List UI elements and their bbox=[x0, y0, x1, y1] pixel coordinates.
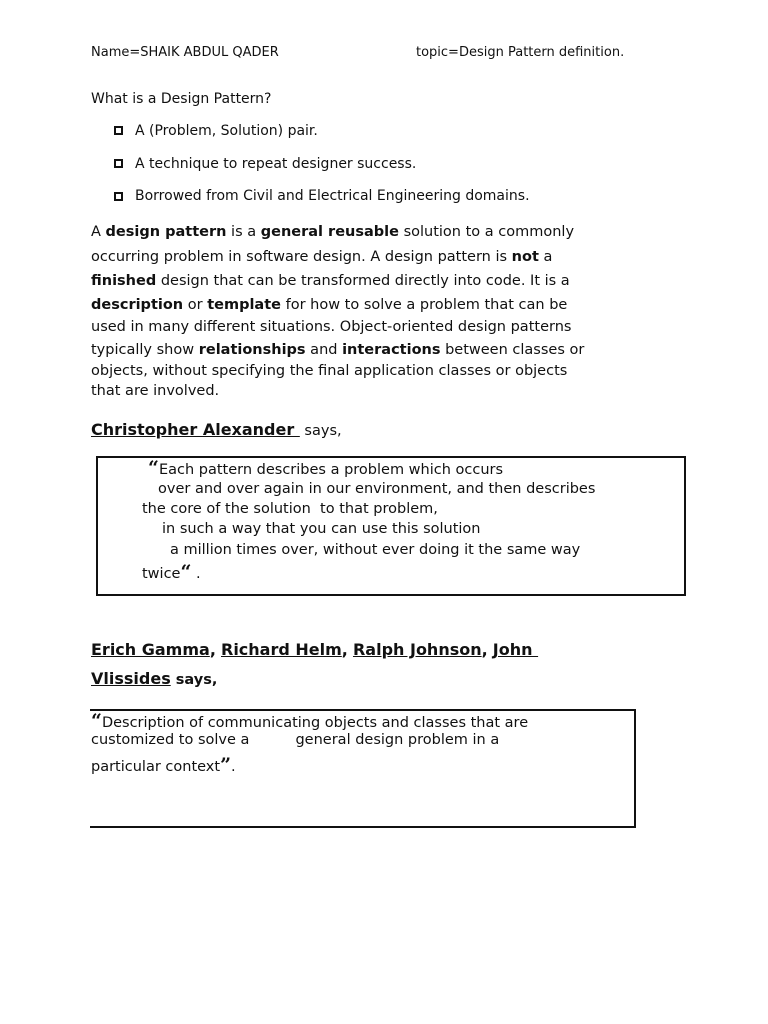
definition-line: occurring problem in software design. A design pattern is not a bbox=[91, 249, 553, 265]
definition-line: description or template for how to solve a problem that can be bbox=[91, 297, 568, 313]
question-heading: What is a Design Pattern? bbox=[91, 91, 272, 107]
square-bullet-icon bbox=[114, 159, 123, 168]
topic-label: topic=Design Pattern definition. bbox=[416, 45, 625, 60]
gof-heading-line1: Erich Gamma, Richard Helm, Ralph Johnson, John bbox=[91, 640, 539, 659]
author-ralph-johnson: Ralph Johnson bbox=[352, 640, 482, 659]
quote-line: the core of the solution to that problem, bbox=[142, 501, 438, 517]
author-erich-gamma: Erich Gamma bbox=[91, 640, 210, 659]
bullet-item: Borrowed from Civil and Electrical Engineering domains. bbox=[135, 188, 530, 204]
quote-line: in such a way that you can use this solution bbox=[162, 521, 481, 537]
definition-line: that are involved. bbox=[91, 383, 220, 399]
square-bullet-icon bbox=[114, 192, 123, 201]
definition-line: typically show relationships and interactions between classes or bbox=[91, 342, 585, 358]
definition-line: used in many different situations. Object-oriented design patterns bbox=[91, 319, 572, 335]
quote-line: particular context”. bbox=[91, 754, 236, 776]
quote-line: a million times over, without ever doing it the same way bbox=[170, 542, 581, 558]
quote-line: over and over again in our environment, and then describes bbox=[158, 481, 596, 497]
definition-line: finished design that can be transformed directly into code. It is a bbox=[91, 273, 570, 289]
definition-line: objects, without specifying the final application classes or objects bbox=[91, 363, 568, 379]
quote-line: customized to solve a general design problem in a bbox=[91, 732, 500, 748]
bullet-item: A (Problem, Solution) pair. bbox=[135, 123, 318, 139]
author-john-vlissides: John bbox=[492, 640, 539, 659]
author-christopher-alexander: Christopher Alexander bbox=[91, 420, 300, 439]
author-name: Name=SHAIK ABDUL QADER bbox=[91, 45, 279, 60]
definition-line: A design pattern is a general reusable solution to a commonly bbox=[91, 224, 575, 240]
quote-line: twice“ . bbox=[142, 561, 201, 583]
author-richard-helm: Richard Helm bbox=[221, 640, 342, 659]
quote-line: “Each pattern describes a problem which occurs bbox=[148, 457, 504, 479]
bullet-item: A technique to repeat designer success. bbox=[135, 156, 417, 172]
square-bullet-icon bbox=[114, 126, 123, 135]
gof-heading-line2: Vlissides says, bbox=[91, 669, 218, 688]
alexander-heading: Christopher Alexander says, bbox=[91, 420, 342, 439]
quote-line: “Description of communicating objects and classes that are bbox=[91, 710, 529, 732]
